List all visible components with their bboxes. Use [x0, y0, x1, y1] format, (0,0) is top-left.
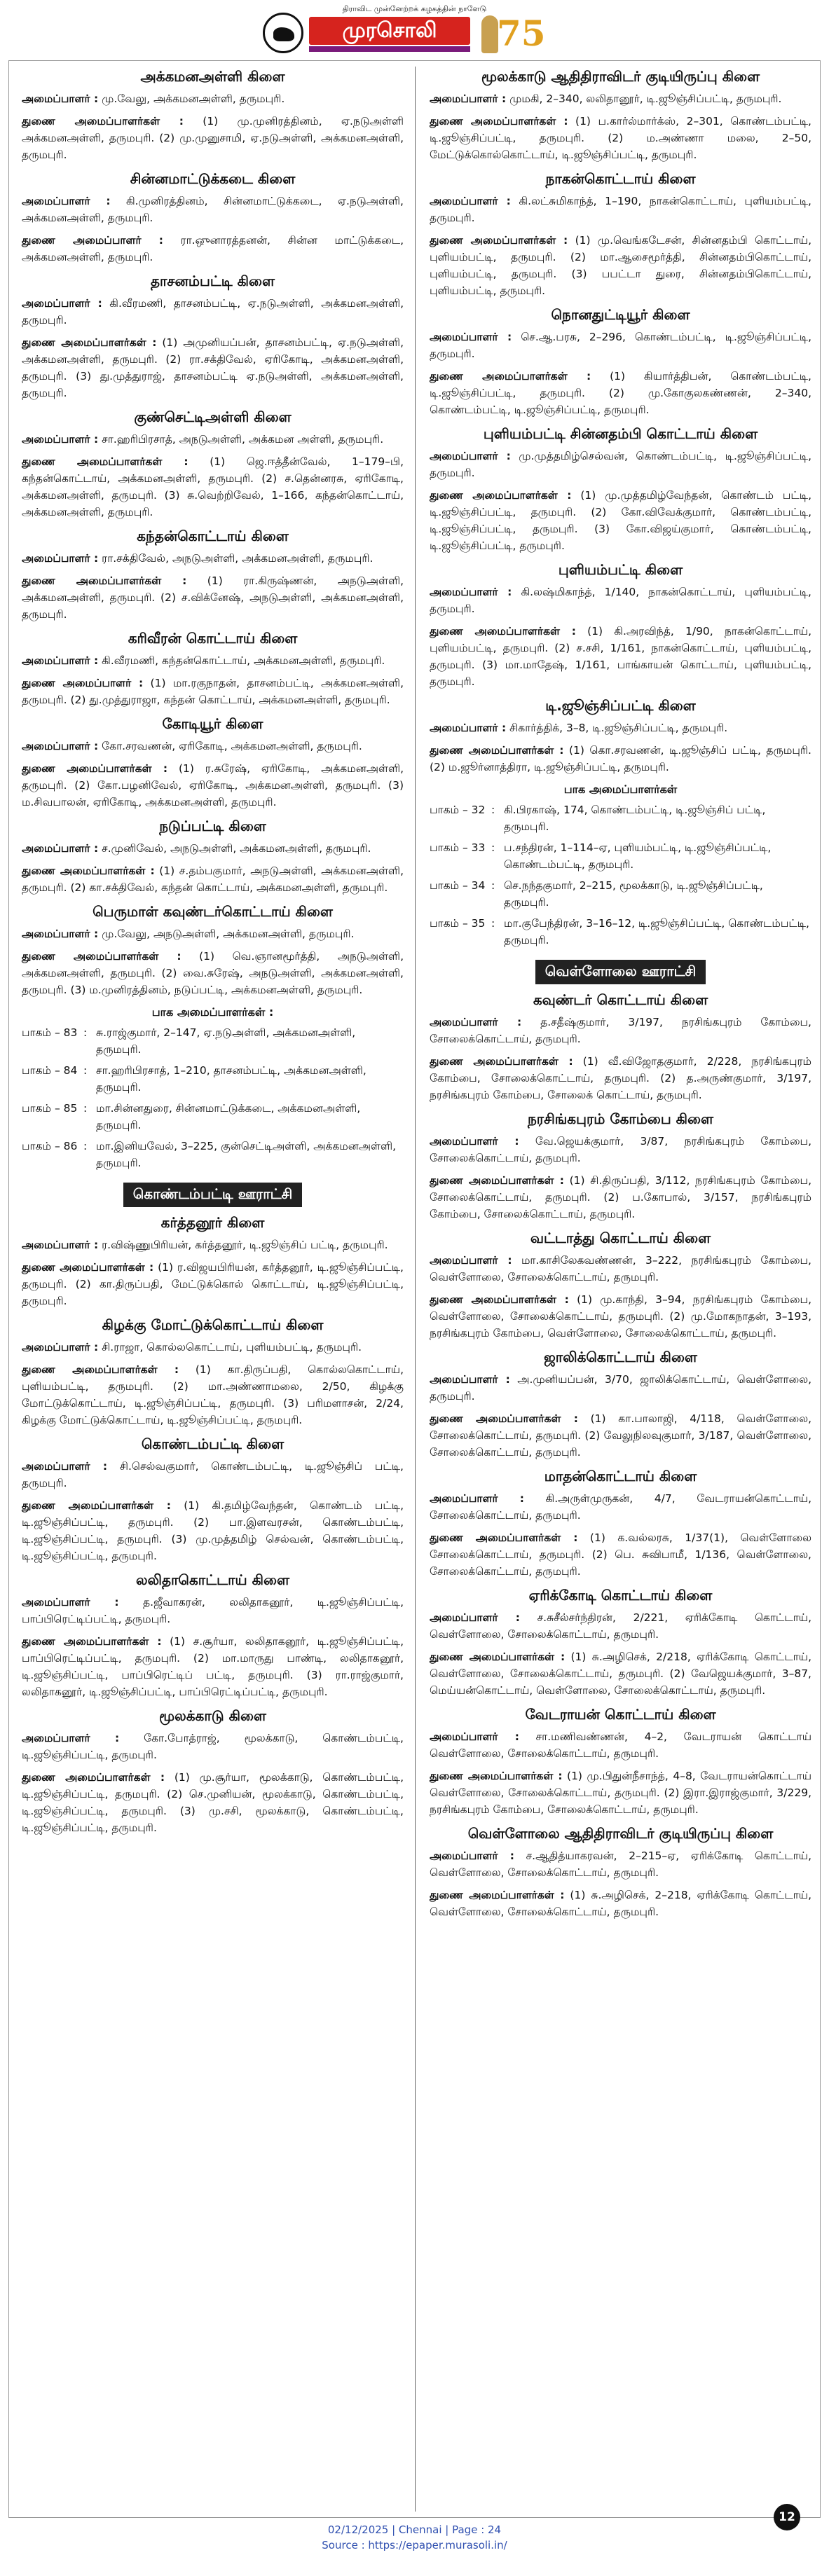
member-details: (1) ர.விஜயபிரியன், கர்த்தனூர், டி.ஜூஞ்சிப்பட்டி, தருமபுரி. (2) கா.திருப்பதி, மேட்டுக்கொல் கொட்டாய், டி.ஜூஞ்சிப்பட்டி, தருமபுரி. — [22, 1261, 404, 1307]
part-number: பாகம் – 35 — [430, 917, 486, 930]
member-details: கி.முனிரத்தினம், சின்னமாட்டுக்கடை, ஏ.நடுஅள்ளி, அக்கமனஅள்ளி, தருமபுரி. — [22, 195, 404, 224]
role-label: அமைப்பாளர் : — [22, 1341, 99, 1354]
member-paragraph — [22, 862, 404, 896]
member-paragraph — [22, 948, 404, 998]
branch-block — [430, 1825, 811, 1920]
role-label: அமைப்பாளர் : — [22, 195, 111, 207]
member-details: மா.காசிலேகவண்ணன், 3–222, நரசிங்கபுரம் கோம்பை, வெள்ளோலை, சோலைக்கொட்டாய், தருமபுரி. — [430, 1254, 811, 1283]
member-paragraph — [22, 652, 404, 669]
member-details: செ.ஆ.பரசு, 2–296, கொண்டம்பட்டி, டி.ஜூஞ்சிப்பட்டி, தருமபுரி. — [430, 331, 812, 360]
part-colon: : — [491, 841, 495, 854]
masthead — [0, 0, 829, 55]
branch-block — [430, 991, 811, 1103]
part-row — [22, 1062, 404, 1096]
member-paragraph — [430, 1847, 811, 1881]
member-details: முமகி, 2–340, லலிதானூர், டி.ஜூஞ்சிப்பட்டி, தருமபுரி. — [506, 92, 782, 105]
member-details: (1) கா.பாலாஜி, 4/118, வெள்ளோலை, சோலைக்கொட்டாய், தருமபுரி. (2) வேலுநிலவுகுமார், 3/187, வெள்ளோலை, சோலைக்கொட்டாய், தருமபுரி. — [430, 1412, 811, 1459]
role-label: துணை அமைப்பாளர்கள் : — [22, 762, 168, 775]
member-paragraph — [430, 623, 811, 690]
branch-block — [430, 1706, 811, 1818]
part-organisers-heading: பாக அமைப்பாளர்கள் — [563, 783, 678, 796]
role-label: அமைப்பாளர் : — [22, 928, 99, 940]
member-details: ச.முனிவேல், அநடுஅள்ளி, அக்கமனஅள்ளி, தருமபுரி. — [98, 842, 371, 855]
role-label: அமைப்பாளர் : — [430, 722, 507, 734]
role-label: அமைப்பாளர் : — [430, 331, 512, 343]
member-paragraph — [22, 113, 404, 163]
member-details: (1) ரா.கிருஷ்ணன், அநடுஅள்ளி, அக்கமனஅள்ளி, தருமபுரி. (2) ச.விக்னேஷ், அநடுஅள்ளி, அக்கமனஅள்ளி, தருமபுரி. — [22, 574, 404, 621]
rising-sun-emblem-icon — [263, 13, 303, 53]
branch-block — [22, 273, 404, 401]
branch-title: மூலக்காடு ஆதிதிராவிடர் குடியிருப்பு கிளை — [481, 68, 760, 85]
member-details: ர.விஷ்ணுபிரியன், கர்த்தனூர், டி.ஜூஞ்சிப் பட்டி, தருமபுரி. — [98, 1239, 388, 1251]
part-organiser: மா.சின்னதுரை, சின்னமாட்டுக்கடை, அக்கமனஅள்ளி, தருமபுரி. — [96, 1102, 361, 1131]
part-colon: : — [83, 1140, 88, 1152]
member-details: (1) ச.சூர்யா, லலிதாகனூர், டி.ஜூஞ்சிப்பட்டி, பாப்பிரெட்டிப்பட்டி, தருமபுரி. (2) மா.மாருது பாண்டி, லலிதாகனூர், டி.ஜூஞ்சிப்பட்டி, பாப்பிரெட்டிப் பட்டி, தருமபுரி. (3) ரா.ராஜ்குமார், லலிதாகனூர், டி.ஜூஞ்சிப்பட்டி, பாப்பிரெட்டிப்பட்டி, தருமபுரி. — [22, 1635, 404, 1698]
branch-block — [430, 697, 811, 776]
branch-title: வட்டாத்து கொட்டாய் கிளை — [530, 1230, 711, 1246]
member-details: (1) க.வல்லரசு, 1/37(1), வெள்ளோலை சோலைக்கொட்டாய், தருமபுரி. (2) பெ. சுவிபாமீ, 1/136, வெள்ளோலை, சோலைக்கொட்டாய், தருமபுரி. — [430, 1531, 811, 1578]
branch-block — [430, 1230, 811, 1342]
branch-block — [22, 528, 404, 623]
role-label: அமைப்பாளர் : — [22, 1460, 108, 1473]
branch-title: நாகன்கொட்டாய் கிளை — [545, 170, 696, 187]
branch-title: ஏரிக்கோடி கொட்டாய் கிளை — [528, 1587, 713, 1604]
branch-block — [22, 1435, 404, 1564]
member-paragraph — [430, 742, 811, 776]
role-label: அமைப்பாளர் : — [430, 1730, 519, 1743]
member-details: (1) ப.கார்ல்மார்க்ஸ், 2–301, கொண்டம்பட்டி, டி.ஜூஞ்சிப்பட்டி, தருமபுரி. (2) ம.அண்ணா மலை, 2–50, மேட்டுக்கொல்கொட்டாய், டி.ஜூஞ்சிப்பட்டி, தருமபுரி. — [430, 115, 811, 161]
member-details: (1) அமுனியப்பன், தாசனம்பட்டி, ஏ.நடுஅள்ளி, அக்கமனஅள்ளி, தருமபுரி. (2) ரா.சக்திவேல், ஏரிகோடி, அக்கமனஅள்ளி, தருமபுரி. (3) து.முத்துராஜ், தாசனம்பட்டி ஏ.நடுஅள்ளி, அக்கமனஅள்ளி, தருமபுரி. — [22, 336, 404, 399]
branch-block — [430, 1587, 811, 1699]
role-label: அமைப்பாளர் : — [22, 92, 99, 105]
member-details: கி.லட்சுமிகாந்த், 1–190, நாகன்கொட்டாய், புளியம்பட்டி, தருமபுரி. — [430, 195, 811, 224]
branch-block — [22, 630, 404, 708]
member-paragraph — [430, 1887, 811, 1920]
part-colon: : — [83, 1064, 88, 1077]
member-paragraph — [430, 487, 811, 554]
member-paragraph — [22, 1594, 404, 1627]
member-details: (1) மு.வெங்கடேசன், சின்னதம்பி கொட்டாய், புளியம்பட்டி, தருமபுரி. (2) மா.ஆசைமூர்த்தி, சின்னதம்பிகொட்டாய், புளியம்பட்டி, தருமபுரி. (3) பபட்டா துரை, சின்னதம்பிகொட்டாய், புளியம்பட்டி, தருமபுரி. — [430, 234, 812, 297]
part-organisers-block — [430, 783, 811, 949]
member-details: சா.மணிவண்ணன், 4–2, வேடராயன் கொட்டாய் வெள்ளோலை, சோலைக்கொட்டாய், தருமபுரி. — [430, 1730, 812, 1760]
role-label: துணை அமைப்பாளர்கள் : — [22, 1261, 154, 1274]
member-paragraph — [22, 1259, 404, 1309]
role-label: அமைப்பாளர் : — [22, 1239, 99, 1251]
branch-title: புளியம்பட்டி கிளை — [558, 561, 683, 578]
role-label: அமைப்பாளர் : — [22, 433, 99, 446]
member-details: (1) கியார்த்திபன், கொண்டம்பட்டி, டி.ஜூஞ்சிப்பட்டி, தருமபுரி. (2) மு.கோகுலகண்ணன், 2–340, கொண்டம்பட்டி, டி.ஜூஞ்சிப்பட்டி, தருமபுரி. — [430, 370, 811, 416]
role-label: துணை அமைப்பாளர்கள் : — [430, 625, 576, 638]
member-details: ரா.சக்திவேல், அநடுஅள்ளி, அக்கமனஅள்ளி, தருமபுரி. — [98, 552, 374, 565]
branch-title: சின்னமாட்டுக்கடை கிளை — [130, 170, 296, 187]
member-paragraph — [22, 1769, 404, 1836]
role-label: துணை அமைப்பாளர்கள் : — [22, 950, 181, 963]
member-details: (1) சு.அழிசெக், 2/218, ஏரிக்கோடி கொட்டாய், வெள்ளோலை, சோலைக்கொட்டாய், தருமபுரி. (2) வேஜெயக்குமார், 3–87, மெய்யன்கொட்டாய், வெள்ளோலை, சோலைக்கொட்டாய், தருமபுரி. — [430, 1651, 811, 1697]
member-paragraph — [430, 232, 811, 299]
part-colon: : — [491, 917, 495, 930]
member-details: (1) மு.காந்தி, 3–94, நரசிங்கபுரம் கோம்பை, வெள்ளோலை, சோலைக்கொட்டாய், தருமபுரி. (2) மு.மோகநாதன், 3–193, நரசிங்கபுரம் கோம்பை, வெள்ளோலை, சோலைக்கொட்டாய், தருமபுரி. — [430, 1293, 811, 1339]
member-details: (1) ர.சுரேஷ், ஏரிகோடி, அக்கமனஅள்ளி, தருமபுரி. (2) கோ.பழனிவேல், ஏரிகோடி, அக்கமனஅள்ளி, தருமபுரி. (3) ம.சிவபாலன், ஏரிகோடி, அக்கமனஅள்ளி, தருமபுரி. — [22, 762, 404, 808]
part-colon: : — [491, 804, 495, 816]
member-paragraph — [22, 1730, 404, 1763]
branch-title: கவுண்டர் கொட்டாய் கிளை — [533, 991, 708, 1008]
role-label: அமைப்பாளர் : — [430, 1492, 524, 1505]
branch-block — [22, 1707, 404, 1836]
role-label: அமைப்பாளர் : — [430, 1254, 512, 1267]
part-number: பாகம் – 85 — [22, 1102, 78, 1115]
branch-block — [430, 1110, 811, 1222]
branch-title: வெள்ளோலை ஆதிதிராவிடர் குடியிருப்பு கிளை — [467, 1825, 774, 1842]
branch-title: குண்செட்டிஅள்ளி கிளை — [134, 408, 292, 425]
member-paragraph — [430, 368, 811, 418]
newspaper-title: முரசொலி — [309, 17, 470, 45]
member-paragraph — [430, 1371, 811, 1405]
part-organisers-heading: பாக அமைப்பாளர்கள் : — [151, 1005, 274, 1019]
member-details: ச.ஆதித்யாகரவன், 2–215–ஏ, ஏரிக்கோடி கொட்டாய், வெள்ளோலை, சோலைக்கொட்டாய், தருமபுரி. — [430, 1850, 811, 1879]
member-details: (1) கொ.சரவணன், டி.ஜூஞ்சிப் பட்டி, தருமபுரி. (2) ம.ஜூர்னாத்திரா, டி.ஜூஞ்சிப்பட்டி, தருமபுரி. — [430, 744, 811, 773]
part-organiser: சா.ஹரிபிரசாத், 1–210, தாசனம்பட்டி, அக்கமனஅள்ளி, தருமபுரி. — [96, 1064, 366, 1094]
role-label: துணை அமைப்பாளர் : — [22, 234, 163, 247]
part-colon: : — [83, 1026, 88, 1039]
branch-title: தாசனம்பட்டி கிளை — [150, 273, 275, 289]
member-paragraph — [430, 1529, 811, 1580]
footer-date-page: 02/12/2025 | Chennai | Page : 24 — [327, 2523, 502, 2536]
branch-block — [22, 170, 404, 266]
panchayat-title: வெள்ளோலை ஊராட்சி — [535, 960, 706, 984]
role-label: துணை அமைப்பாளர்கள் : — [430, 234, 568, 247]
member-details: கி.அருள்முருகன், 4/7, வேடராயன்கொட்டாய், சோலைக்கொட்டாய், தருமபுரி. — [430, 1492, 811, 1522]
role-label: துணை அமைப்பாளர்கள் : — [22, 1363, 179, 1376]
branch-title: கரிவீரன் கொட்டாய் கிளை — [128, 630, 298, 647]
part-row — [22, 1138, 404, 1171]
member-details: (1) மு.முனிரத்தினம், ஏ.நடுஅள்ளி அக்கமனஅள்ளி, தருமபுரி. (2) மு.முனுசாமி, ஏ.நடுஅள்ளி, அக்கமனஅள்ளி, தருமபுரி. — [22, 115, 404, 161]
branch-block — [22, 408, 404, 521]
part-colon: : — [491, 879, 495, 892]
part-organiser: செ.நந்தகுமார், 2–215, மூலக்காடு, டி.ஜூஞ்சிப்பட்டி, தருமபுரி. — [504, 879, 763, 909]
role-label: அமைப்பாளர் : — [22, 1596, 119, 1609]
branch-block — [430, 170, 811, 299]
role-label: துணை அமைப்பாளர்கள் : — [430, 1412, 578, 1425]
member-paragraph — [22, 453, 404, 521]
member-details: (1) மு.முத்தமிழ்வேந்தன், கொண்டம் பட்டி, டி.ஜூஞ்சிப்பட்டி, தருமபுரி. (2) கோ.விவேக்குமார், கொண்டம்பட்டி, டி.ஜூஞ்சிப்பட்டி, தருமபுரி. (3) கோ.விஜய்குமார், கொண்டம்பட்டி, டி.ஜூஞ்சிப்பட்டி, தருமபுரி. — [430, 489, 811, 552]
member-details: அ.முனியப்பன், 3/70, ஜாலிக்கொட்டாய், வெள்ளோலை, தருமபுரி. — [430, 1373, 811, 1403]
part-number: பாகம் – 86 — [22, 1140, 78, 1152]
part-organiser: கி.பிரகாஷ், 174, கொண்டம்பட்டி, டி.ஜூஞ்சிப் பட்டி, தருமபுரி. — [504, 804, 766, 833]
role-label: அமைப்பாளர் : — [430, 1611, 520, 1624]
role-label: துணை அமைப்பாளர் : — [22, 677, 144, 689]
column-divider — [415, 67, 416, 2512]
role-label: அமைப்பாளர் : — [430, 92, 507, 105]
role-label: துணை அமைப்பாளர்கள் : — [430, 744, 564, 757]
branch-block — [430, 1468, 811, 1580]
masthead-tagline: திராவிட முன்னேற்றக் கழகத்தின் நாளேடு — [342, 4, 487, 13]
footer-source-link[interactable]: Source : https://epaper.murasoli.in/ — [322, 2539, 507, 2551]
member-details: (1) வெ.ஞானமூர்த்தி, அநடுஅள்ளி, அக்கமனஅள்ளி, தருமபுரி. (2) வை.சுரேஷ், அநடுஅள்ளி, அக்கமனஅள்ளி, தருமபுரி. (3) ம.முனிரத்தினம், நடுப்பட்டி, அக்கமனஅள்ளி, தருமபுரி. — [22, 950, 404, 996]
branch-title: கர்த்தனூர் கிளை — [160, 1214, 265, 1231]
masthead-logo — [263, 13, 571, 53]
member-details: (1) வீ.விஜோதகுமார், 2/228, நரசிங்கபுரம் கோம்பை, சோலைக்கொட்டாய், தருமபுரி. (2) த.அருண்குமார், 3/197, நரசிங்கபுரம் கோம்பை, சோலைக் கொட்டாய், தருமபுரி. — [430, 1055, 811, 1101]
part-organiser: ப.சந்திரன், 1–114–ஏ, புளியம்பட்டி, டி.ஜூஞ்சிப்பட்டி, கொண்டம்பட்டி, தருமபுரி. — [504, 841, 772, 871]
panchayat-title: கொண்டம்பட்டி ஊராட்சி — [123, 1183, 303, 1207]
branch-title: கோடியூர் கிளை — [162, 715, 263, 732]
role-label: துணை அமைப்பாளர்கள் : — [22, 455, 189, 468]
branch-title: வேடராயன் கொட்டாய் கிளை — [525, 1706, 716, 1723]
branch-title: நரசிங்கபுரம் கோம்பை கிளை — [527, 1110, 714, 1127]
member-details: த.ஜீவாகரன், லலிதாகனூர், டி.ஜூஞ்சிப்பட்டி, பாப்பிரெட்டிப்பட்டி, தருமபுரி. — [22, 1596, 404, 1625]
member-details: த.சதீஷ்குமார், 3/197, நரசிங்கபுரம் கோம்பை, சோலைக்கொட்டாய், தருமபுரி. — [430, 1016, 811, 1045]
part-number: பாகம் – 83 — [22, 1026, 78, 1039]
role-label: அமைப்பாளர் : — [22, 1732, 120, 1744]
role-label: துணை அமைப்பாளர்கள் : — [430, 1293, 569, 1306]
page-number-badge: 12 — [774, 2504, 800, 2530]
role-label: துணை அமைப்பாளர்கள் : — [430, 1889, 565, 1901]
member-details: சா.ஹரிபிரசாத், அநடுஅள்ளி, அக்கமன அள்ளி, தருமபுரி. — [98, 433, 384, 446]
anniversary-badge — [481, 13, 559, 53]
branch-title: பெருமாள் கவுண்டர்கொட்டாய் கிளை — [93, 903, 333, 920]
part-row — [430, 915, 811, 949]
branch-block — [22, 818, 404, 896]
role-label: துணை அமைப்பாளர்கள் : — [22, 336, 157, 349]
branch-title: ஜாலிக்கொட்டாய் கிளை — [544, 1349, 697, 1365]
member-paragraph — [22, 675, 404, 708]
part-row — [430, 877, 811, 911]
part-number: பாகம் – 33 — [430, 841, 486, 854]
part-colon: : — [83, 1102, 88, 1115]
branch-block — [430, 561, 811, 690]
member-paragraph — [22, 334, 404, 401]
member-paragraph — [22, 295, 404, 329]
role-label: துணை அமைப்பாளர்கள் : — [22, 1499, 171, 1512]
branch-block — [22, 715, 404, 811]
member-details: (1) கி.தமிழ்வேந்தன், கொண்டம் பட்டி, டி.ஜூஞ்சிப்பட்டி, தருமபுரி. (2) பா.இளவரசன், கொண்டம்பட்டி, டி.ஜூஞ்சிப்பட்டி, தருமபுரி. (3) மு.முத்தமிழ் செல்வன், கொண்டம்பட்டி, டி.ஜூஞ்சிப்பட்டி, தருமபுரி. — [22, 1499, 404, 1562]
member-details: (1) மு.பிதுன்நீசாந்த், 4–8, வேடராயன்கொட்டாய் வெள்ளோலை, சோலைக்கொட்டாய், தருமபுரி. (2) இரா.இராஜ்குமார், 3/229, நரசிங்கபுரம் கோம்பை, சோலைக்கொட்டாய், தருமபுரி. — [430, 1770, 811, 1816]
member-details: ரா.ஒுனாரத்தனன், சின்ன மாட்டுக்கடை, அக்கமனஅள்ளி, தருமபுரி. — [22, 234, 404, 263]
role-label: அமைப்பாளர் : — [430, 195, 511, 207]
branch-block — [430, 68, 811, 163]
branch-title: கிழக்கு மோட்டுக்கொட்டாய் கிளை — [102, 1316, 324, 1333]
member-paragraph — [430, 719, 811, 736]
branch-block — [430, 425, 811, 554]
member-details: (1) ஜெ.ஈத்தீன்வேல், 1–179–பி, கந்தன்கொட்டாய், அக்கமனஅள்ளி, தருமபுரி. (2) ச.தென்னரசு, ஏரிகோடி, அக்கமனஅள்ளி, தருமபுரி. (3) சு.வெற்றிவேல், 1–166, கந்தன்கொட்டாய், அக்கமனஅள்ளி, தருமபுரி. — [22, 455, 404, 518]
branch-block — [22, 1214, 404, 1309]
part-organiser: சு.ராஜ்குமார், 2–147, ஏ.நடுஅள்ளி, அக்கமனஅள்ளி, தருமபுரி. — [96, 1026, 356, 1056]
branch-title: கொண்டம்பட்டி கிளை — [141, 1435, 285, 1452]
member-details: வே.ஜெயக்குமார், 3/87, நரசிங்கபுரம் கோம்பை, சோலைக்கொட்டாய், தருமபுரி. — [430, 1135, 811, 1164]
branch-title: நடுப்பட்டி கிளை — [159, 818, 266, 834]
member-paragraph — [430, 193, 811, 226]
member-paragraph — [430, 1133, 811, 1166]
member-paragraph — [22, 193, 404, 226]
role-label: துணை அமைப்பாளர்கள் : — [430, 1174, 564, 1187]
role-label: துணை அமைப்பாளர்கள் : — [430, 489, 572, 502]
part-number: பாகம் – 84 — [22, 1064, 78, 1077]
member-details: ச.சுசீல்சர்ந்திரன், 2/221, ஏரிக்கோடி கொட்டாய், வெள்ளோலை, சோலைக்கொட்டாய், தருமபுரி. — [430, 1611, 812, 1641]
member-paragraph — [430, 1291, 811, 1342]
member-details: (1) கா.திருப்பதி, கொல்லகொட்டாய், புளியம்பட்டி, தருமபுரி. (2) மா.அண்ணாமலை, 2/50, கிழக்கு மோட்டுக்கொட்டாய், டி.ஜூஞ்சிப்பட்டி, தருமபுரி. (3) பரிமளாசன், 2/24, கிழக்கு மோட்டுக்கொட்டாய், டி.ஜூஞ்சிப்பட்டி, தருமபுரி. — [22, 1363, 404, 1426]
right-column — [423, 61, 818, 1926]
member-paragraph — [430, 1014, 811, 1047]
member-details: மு.வேலு, அநடுஅள்ளி, அக்கமனஅள்ளி, தருமபுரி. — [98, 928, 355, 940]
part-organisers-block — [22, 1005, 404, 1171]
member-paragraph — [22, 760, 404, 811]
member-paragraph — [22, 925, 404, 942]
member-details: கி.வீரமணி, தாசனம்பட்டி, ஏ.நடுஅள்ளி, அக்கமனஅள்ளி, தருமபுரி. — [22, 297, 404, 326]
role-label: துணை அமைப்பாளர்கள் : — [22, 1635, 162, 1648]
role-label: அமைப்பாளர் : — [22, 654, 99, 667]
role-label: துணை அமைப்பாளர்கள் : — [22, 1771, 165, 1784]
role-label: அமைப்பாளர் : — [430, 1850, 514, 1862]
branch-block — [430, 306, 811, 418]
member-paragraph — [430, 1172, 811, 1222]
part-number: பாகம் – 34 — [430, 879, 486, 892]
member-paragraph — [22, 232, 404, 266]
member-paragraph — [22, 1237, 404, 1253]
role-label: அமைப்பாளர் : — [22, 842, 99, 855]
member-paragraph — [22, 431, 404, 448]
role-label: அமைப்பாளர் : — [430, 1135, 519, 1148]
member-paragraph — [22, 1458, 404, 1492]
member-details: கி.வீரமணி, கந்தன்கொட்டாய், அக்கமனஅள்ளி, தருமபுரி. — [98, 654, 385, 667]
article-frame — [8, 60, 821, 2518]
member-details: (1) மா.ரகுநாதன், தாசனம்பட்டி, அக்கமனஅள்ளி, தருமபுரி. (2) து.முத்துராஜா, கந்தன் கொட்டாய், அக்கமனஅள்ளி, தருமபுரி. — [22, 677, 404, 706]
member-details: (1) கி.அரவிந்த், 1/90, நாகன்கொட்டாய், புளியம்பட்டி, தருமபுரி. (2) ச.சசி, 1/161, நாகன்கொட்டாய், புளியம்பட்டி, தருமபுரி. (3) மா.மாதேஷ், 1/161, பாங்காயன் கொட்டாய், புளியம்பட்டி, தருமபுரி. — [430, 625, 811, 688]
member-details: (1) மு.சூர்யா, மூலக்காடு, கொண்டம்பட்டி, டி.ஜூஞ்சிப்பட்டி, தருமபுரி. (2) செ.முனியன், மூலக்காடு, கொண்டம்பட்டி, டி.ஜூஞ்சிப்பட்டி, தருமபுரி. (3) மு.சசி, மூலக்காடு, கொண்டம்பட்டி, டி.ஜூஞ்சிப்பட்டி, தருமபுரி. — [22, 1771, 404, 1834]
member-details: மு.முத்தமிழ்செல்வன், கொண்டம்பட்டி, டி.ஜூஞ்சிப்பட்டி, தருமபுரி. — [430, 450, 812, 479]
role-label: துணை அமைப்பாளர்கள் : — [430, 1651, 566, 1663]
member-paragraph — [430, 329, 811, 362]
member-paragraph — [430, 1490, 811, 1524]
role-label: துணை அமைப்பாளர்கள் : — [430, 1531, 578, 1544]
role-label: அமைப்பாளர் : — [22, 740, 99, 752]
branch-title: மாதன்கொட்டாய் கிளை — [544, 1468, 697, 1485]
role-label: துணை அமைப்பாளர்கள் : — [22, 115, 184, 128]
member-paragraph — [22, 1497, 404, 1564]
member-paragraph — [430, 1648, 811, 1699]
panchayat-section-header — [430, 960, 811, 984]
member-paragraph — [22, 1361, 404, 1428]
member-paragraph — [430, 1053, 811, 1103]
member-paragraph — [430, 1609, 811, 1643]
member-paragraph — [430, 113, 811, 163]
member-paragraph — [430, 584, 811, 617]
role-label: அமைப்பாளர் : — [430, 1373, 510, 1386]
role-label: அமைப்பாளர் : — [22, 297, 102, 310]
branch-title: கந்தன்கொட்டாய் கிளை — [137, 528, 289, 544]
member-paragraph — [430, 1410, 811, 1461]
member-paragraph — [430, 1728, 811, 1762]
member-details: கி.லஷ்மிகாந்த், 1/140, நாகன்கொட்டாய், புளியம்பட்டி, தருமபுரி. — [430, 586, 811, 615]
part-row — [22, 1100, 404, 1134]
part-organiser: மா.இனியவேல், 3–225, குன்செட்டிஅள்ளி, அக்கமனஅள்ளி, தருமபுரி. — [96, 1140, 397, 1169]
part-organiser: மா.குபேந்திரன், 3–16–12, டி.ஜூஞ்சிப்பட்டி, கொண்டம்பட்டி, தருமபுரி. — [504, 917, 809, 946]
role-label: துணை அமைப்பாளர்கள் : — [430, 1770, 563, 1782]
title-underline — [309, 46, 470, 52]
leader-figure-icon — [481, 15, 498, 53]
branch-title: அக்கமனஅள்ளி கிளை — [140, 68, 285, 85]
member-paragraph — [430, 448, 811, 481]
role-label: அமைப்பாளர் : — [22, 552, 99, 565]
branch-block — [22, 903, 404, 998]
page-footer — [0, 2522, 829, 2553]
role-label: அமைப்பாளர் : — [430, 450, 511, 462]
role-label: துணை அமைப்பாளர்கள் : — [22, 574, 187, 587]
member-paragraph — [22, 738, 404, 755]
member-details: (1) ச.தம்பகுமார், அநடுஅள்ளி, அக்கமனஅள்ளி, தருமபுரி. (2) கா.சக்திவேல், கந்தன் கொட்டாய், அக்கமனஅள்ளி, தருமபுரி. — [22, 865, 404, 894]
branch-title: நொனதுட்டியூர் கிளை — [551, 306, 690, 323]
member-details: கோ.போத்ராஜ், மூலக்காடு, கொண்டம்பட்டி, டி.ஜூஞ்சிப்பட்டி, தருமபுரி. — [22, 1732, 404, 1761]
anniversary-number: 75 — [497, 13, 546, 54]
member-paragraph — [22, 1633, 404, 1700]
part-row — [430, 801, 811, 835]
member-details: சி.செல்வகுமார், கொண்டம்பட்டி, டி.ஜூஞ்சிப் பட்டி, தருமபுரி. — [22, 1460, 404, 1489]
part-number: பாகம் – 32 — [430, 804, 486, 816]
member-paragraph — [430, 1252, 811, 1286]
part-row — [430, 839, 811, 873]
member-paragraph — [22, 572, 404, 623]
panchayat-section-header — [22, 1183, 404, 1207]
branch-title: டி.ஜூஞ்சிப்பட்டி கிளை — [545, 697, 696, 714]
member-details: சிகார்த்திக், 3–8, டி.ஜூஞ்சிப்பட்டி, தருமபுரி. — [506, 722, 728, 734]
branch-title: மூலக்காடு கிளை — [159, 1707, 266, 1724]
member-details: சி.ராஜா, கொல்லகொட்டாய், புளியம்பட்டி, தருமபுரி. — [98, 1341, 362, 1354]
member-details: கோ.சரவணன், ஏரிகோடி, அக்கமனஅள்ளி, தருமபுரி. — [98, 740, 362, 752]
branch-title: புளியம்பட்டி சின்னதம்பி கொட்டாய் கிளை — [483, 425, 758, 442]
member-paragraph — [22, 550, 404, 567]
role-label: அமைப்பாளர் : — [430, 586, 512, 598]
branch-block — [22, 68, 404, 163]
part-row — [22, 1024, 404, 1058]
member-paragraph — [22, 90, 404, 107]
left-column — [15, 61, 411, 1842]
member-details: (1) சி.திருப்பதி, 3/112, நரசிங்கபுரம் கோம்பை, சோலைக்கொட்டாய், தருமபுரி. (2) ப.கோபால், 3/157, நரசிங்கபுரம் கோம்பை, சோலைக்கொட்டாய், தருமபுரி. — [430, 1174, 811, 1220]
role-label: துணை அமைப்பாளர்கள் : — [430, 370, 591, 383]
member-details: (1) சு.அழிசெக், 2–218, ஏரிக்கோடி கொட்டாய், வெள்ளோலை, சோலைக்கொட்டாய், தருமபுரி. — [430, 1889, 811, 1918]
role-label: துணை அமைப்பாளர்கள் : — [430, 115, 568, 128]
member-paragraph — [430, 1768, 811, 1818]
role-label: அமைப்பாளர் : — [430, 1016, 522, 1028]
role-label: துணை அமைப்பாளர்கள் : — [430, 1055, 573, 1068]
branch-block — [22, 1571, 404, 1700]
branch-title: லலிதாகொட்டாய் கிளை — [135, 1571, 289, 1588]
member-paragraph — [22, 840, 404, 857]
member-paragraph — [22, 1339, 404, 1356]
member-paragraph — [430, 90, 811, 107]
role-label: துணை அமைப்பாளர்கள் : — [22, 865, 155, 877]
branch-block — [22, 1316, 404, 1428]
branch-block — [430, 1349, 811, 1461]
member-details: மு.வேலு, அக்கமனஅள்ளி, தருமபுரி. — [98, 92, 285, 105]
